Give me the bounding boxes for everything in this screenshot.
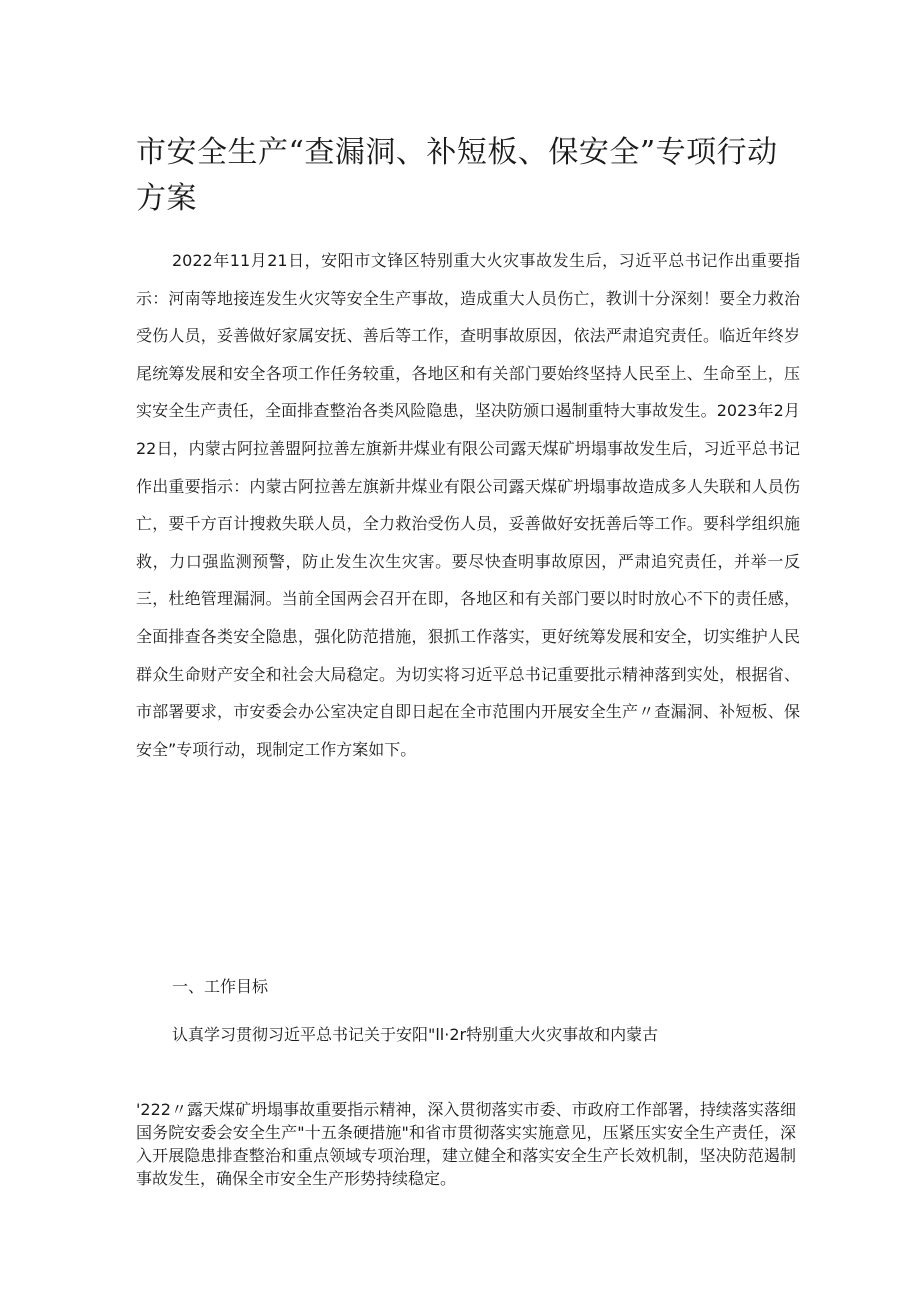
document-title: 市安全生产“查漏洞、补短板、保安全”专项行动方案 <box>136 135 778 216</box>
goal-paragraph-first-line: 认真学习贯彻习近平总书记关于安阳"ll·2r特别重大火灾事故和内蒙古 <box>172 1025 659 1044</box>
section-heading: 一、工作目标 <box>172 977 269 996</box>
goal-paragraph-body: '222〃露天煤矿坍塌事故重要指示精神，深入贯彻落实市委、市政府工作部署，持续落实落细国务院安委会安全生产"十五条硬措施"和省市贯彻落实实施意见，压紧压实安全生产责任，深入开展隐患排查整治和重点领域专项治理，建立健全和落实安全生产长效机制，坚决防范遏制事故发生，确保全市安全生产形势持续稳定。 <box>136 1100 796 1188</box>
intro-paragraph: 2022年11月21日，安阳市文锋区特别重大火灾事故发生后，习近平总书记作出重要指示：河南等地接连发生火灾等安全生产事故，造成重大人员伤亡，教训十分深刻！要全力救治受伤人员，妥善做好家属安抚、善后等工作，查明事故原因，依法严肃追究责任。临近年终岁尾统筹发展和安全各项工作任务较重，各地区和有关部门要始终坚持人民至上、生命至上，压实安全生产责任，全面排查整治各类风险隐患，坚决防颁口遏制重特大事故发生。2023年2月22日，内蒙古阿拉善盟阿拉善左旗新井煤业有限公司露天煤矿坍塌事故发生后，习近平总书记作出重要指示：内蒙古阿拉善左旗新井煤业有限公司露天煤矿坍塌事故造成多人失联和人员伤亡，要千方百计搜救失联人员，全力救治受伤人员，妥善做好安抚善后等工作。要科学组织施救，力口强监测预警，防止发生次生灾害。要尽快查明事故原因，严肃追究责任，并举一反三，杜绝管理漏洞。当前全国两会召开在即，各地区和有关部门要以时时放心不下的责任感，全面排查各类安全隐患，强化防范措施，狠抓工作落实，更好统筹发展和安全，切实维护人民群众生命财产安全和社会大局稳定。为切实将习近平总书记重要批示精神落到实处，根据省、市部署要求，市安委会办公室决定自即日起在全市范围内开展安全生产〃查漏洞、补短板、保安全”专项行动，现制定工作方案如下。 <box>136 251 800 759</box>
